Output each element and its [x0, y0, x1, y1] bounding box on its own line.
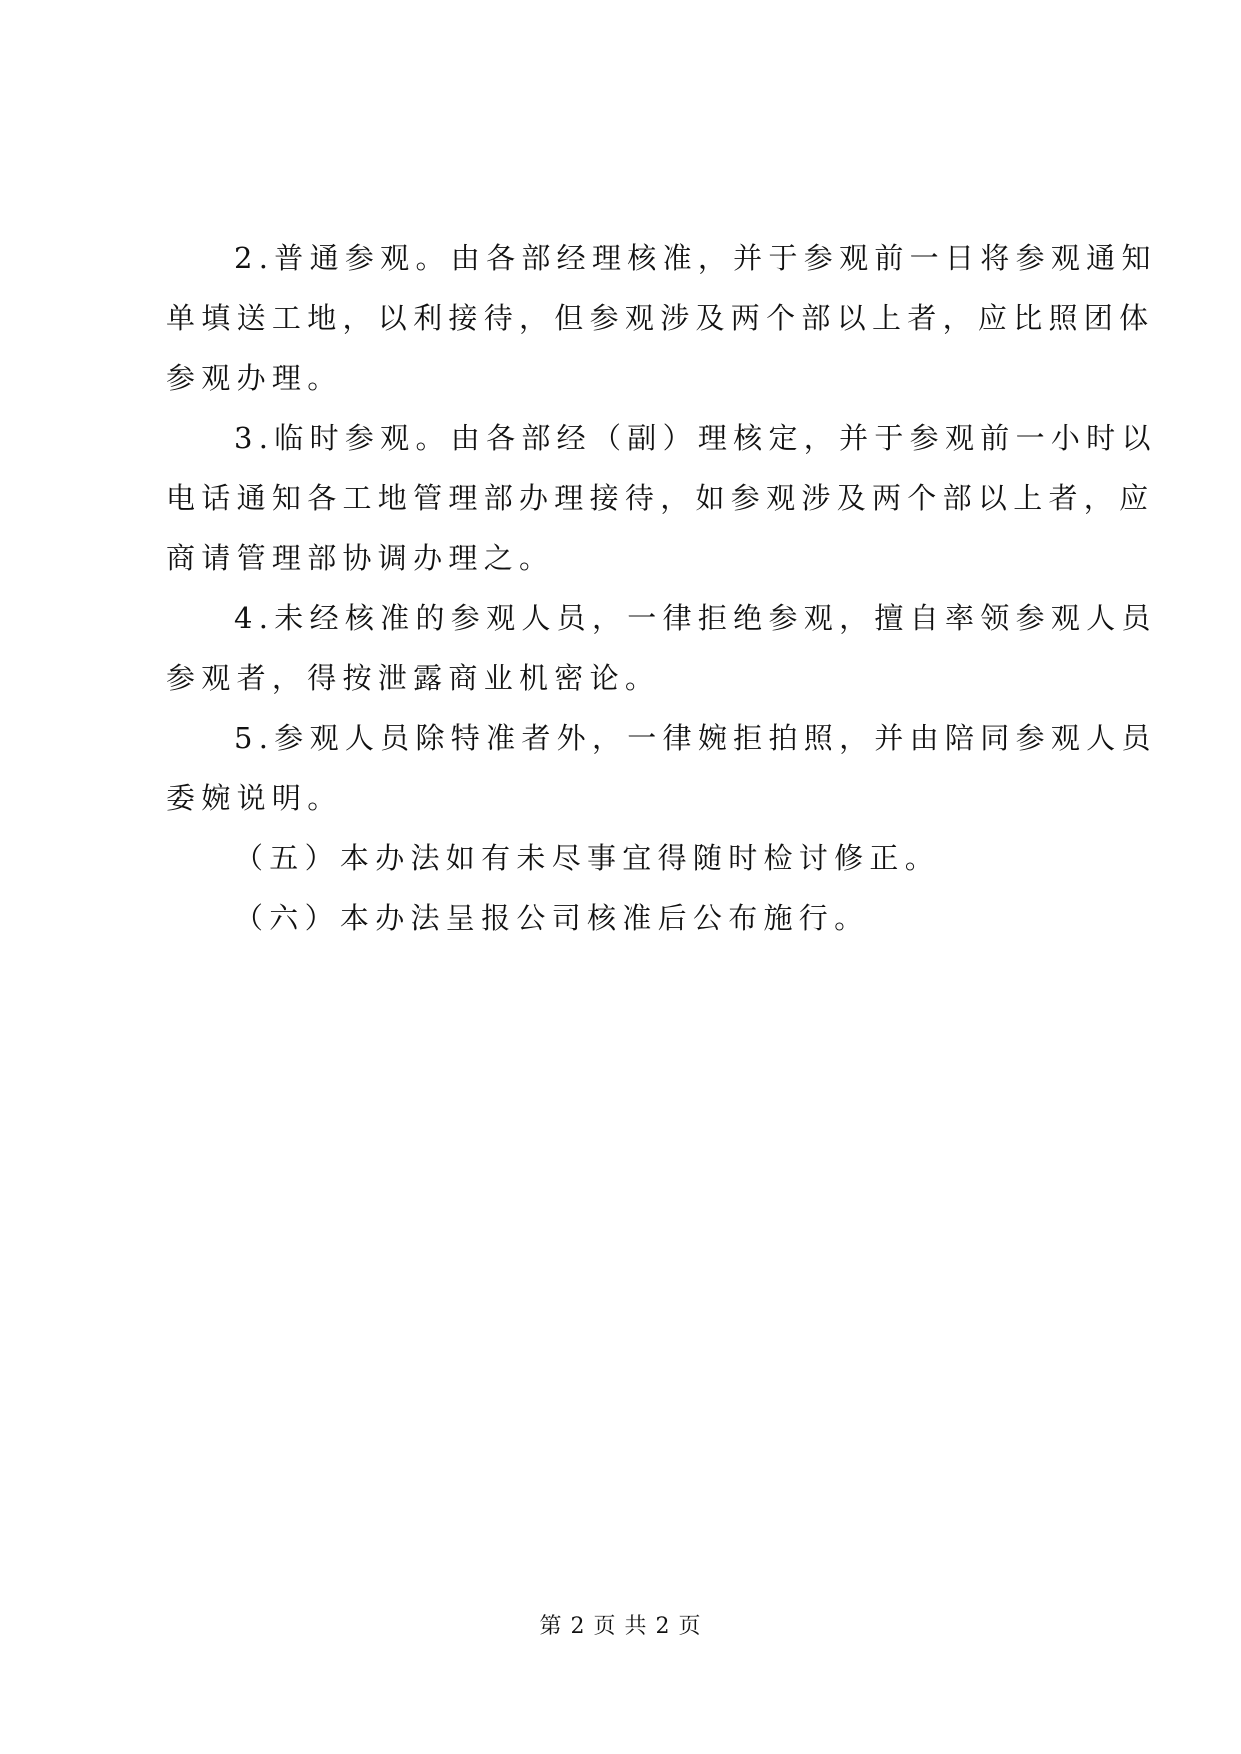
paragraph-2	[166, 228, 1157, 408]
paragraph-line: （五）本办法如有未尽事宜得随时检讨修正。	[234, 841, 941, 875]
paragraph-line: 商请管理部协调办理之。	[166, 541, 555, 575]
paragraph-5	[166, 708, 1157, 828]
page-number-footer: 第 2 页 共 2 页	[539, 1614, 702, 1639]
paragraph-line: 电话通知各工地管理部办理接待，如参观涉及两个部以上者，应	[166, 481, 1155, 515]
paragraph-3	[166, 408, 1157, 588]
document-body	[166, 228, 1157, 948]
paragraph-line: 委婉说明。	[166, 781, 343, 815]
paragraph-section-five	[166, 828, 1081, 888]
paragraph-line: 参观办理。	[166, 361, 343, 395]
paragraph-line: 参观者，得按泄露商业机密论。	[166, 661, 661, 695]
paragraph-4	[166, 588, 1157, 708]
paragraph-line: （六）本办法呈报公司核准后公布施行。	[234, 901, 870, 935]
paragraph-line: 2.普通参观。由各部经理核准，并于参观前一日将参观通知	[234, 241, 1157, 275]
paragraph-line: 3.临时参观。由各部经（副）理核定，并于参观前一小时以	[234, 421, 1157, 455]
paragraph-line: 单填送工地，以利接待，但参观涉及两个部以上者，应比照团体	[166, 301, 1155, 335]
paragraph-line: 4.未经核准的参观人员，一律拒绝参观，擅自率领参观人员	[234, 601, 1157, 635]
paragraph-section-six	[166, 888, 1081, 948]
paragraph-line: 5.参观人员除特准者外，一律婉拒拍照，并由陪同参观人员	[234, 721, 1157, 755]
